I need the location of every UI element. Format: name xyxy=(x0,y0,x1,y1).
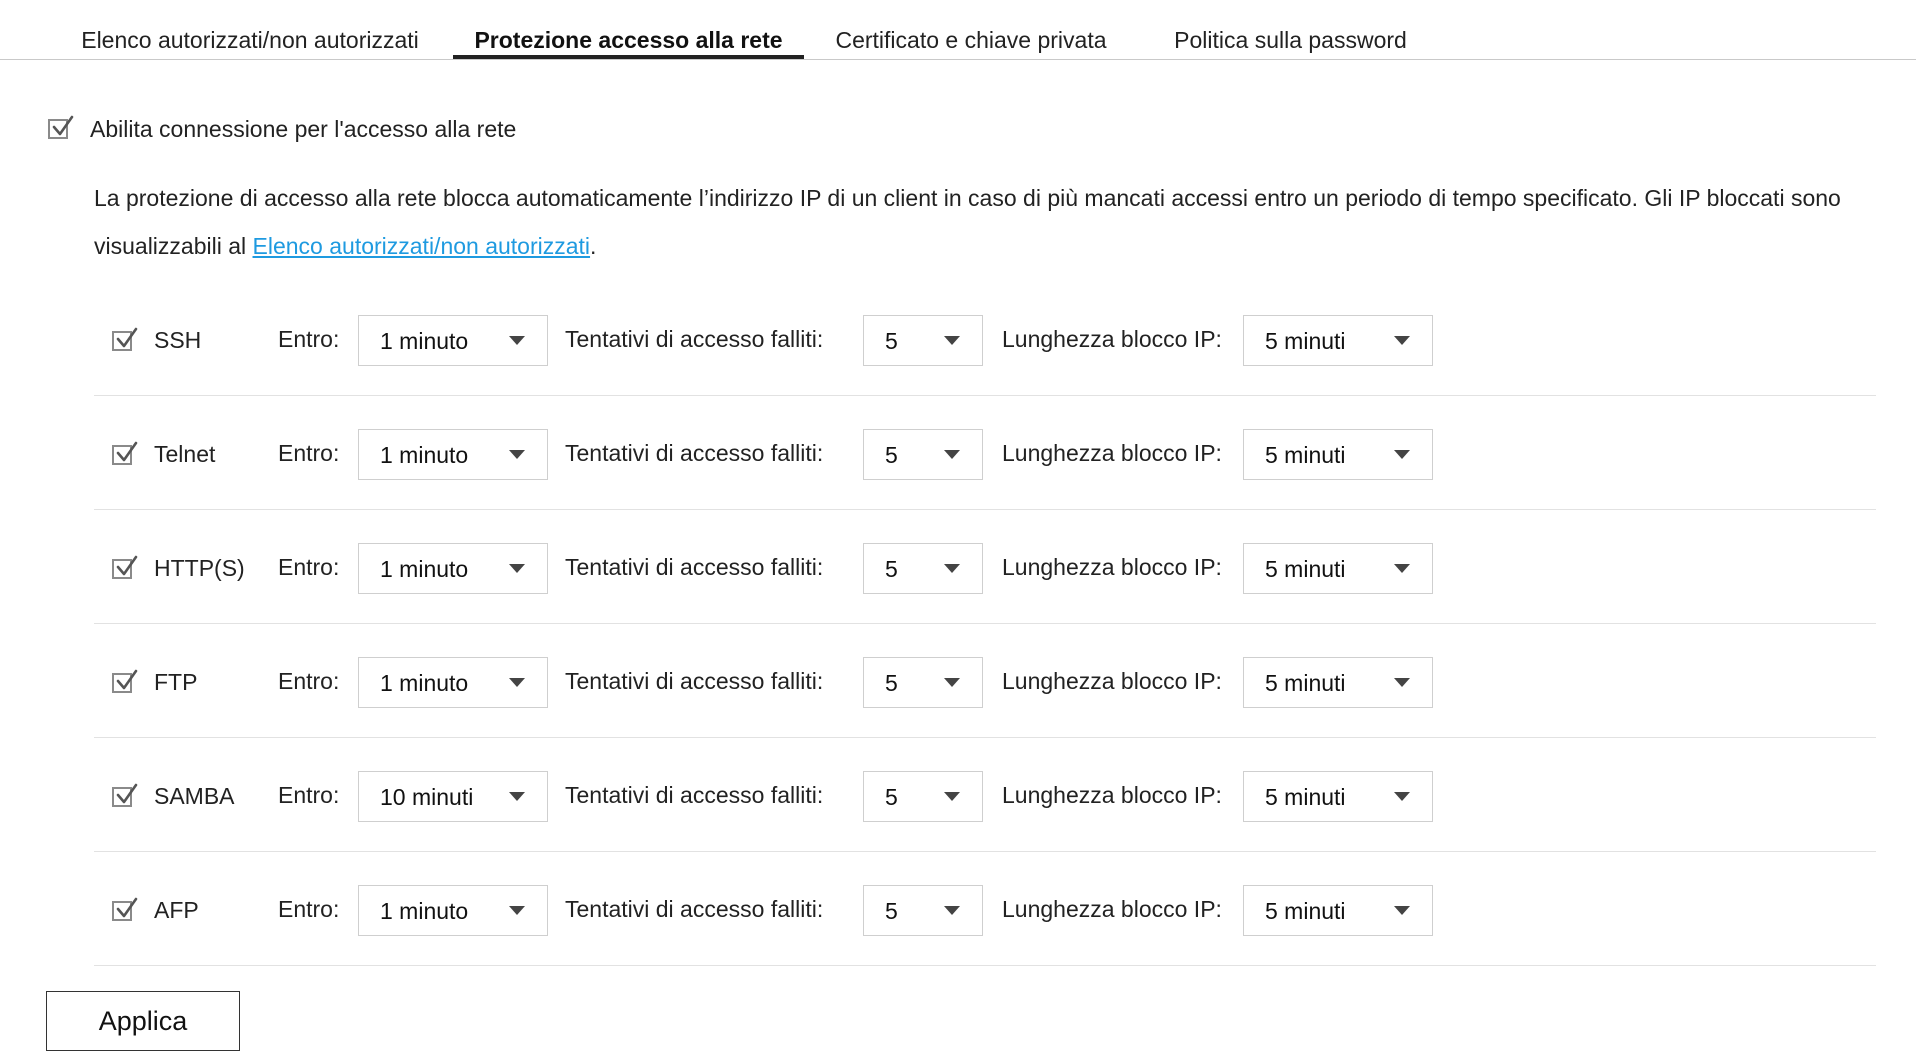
attempts-value: 5 xyxy=(885,898,898,924)
ssh-checkbox[interactable] xyxy=(112,331,132,351)
service-row-afp xyxy=(94,851,1876,966)
service-name: AFP xyxy=(154,897,199,923)
dropdown-arrow-icon xyxy=(944,336,960,345)
dropdown-arrow-icon xyxy=(509,678,525,687)
attempts-select[interactable] xyxy=(863,771,983,822)
apply-button[interactable]: Applica xyxy=(46,991,240,1051)
tab-allow-deny-list[interactable]: Elenco autorizzati/non autorizzati xyxy=(81,27,419,53)
within-value: 1 minuto xyxy=(380,442,469,468)
block-length-value: 5 minuti xyxy=(1265,328,1346,354)
within-label: Entro: xyxy=(278,896,340,922)
attempts-label: Tentativi di accesso falliti: xyxy=(565,326,824,352)
within-select[interactable] xyxy=(358,771,548,822)
attempts-label: Tentativi di accesso falliti: xyxy=(565,782,824,808)
allow-deny-list-link[interactable]: Elenco autorizzati/non autorizzati xyxy=(252,233,591,259)
block-length-value: 5 minuti xyxy=(1265,898,1346,924)
attempts-select[interactable] xyxy=(863,885,983,936)
checkmark-icon xyxy=(113,783,139,809)
telnet-checkbox[interactable] xyxy=(112,445,132,465)
https-checkbox[interactable] xyxy=(112,559,132,579)
block-length-select[interactable] xyxy=(1243,885,1433,936)
checkmark-icon xyxy=(113,441,139,467)
enable-network-protection-label: Abilita connessione per l'accesso alla rete xyxy=(90,116,517,142)
attempts-label: Tentativi di accesso falliti: xyxy=(565,440,824,466)
checkmark-icon xyxy=(113,669,139,695)
dropdown-arrow-icon xyxy=(1394,564,1410,573)
description-body: La protezione di accesso alla rete blocca automaticamente l’indirizzo IP di un client in caso di più mancati accessi entro un periodo di tempo specificato. Gli IP bloccati sono visualizzabili al xyxy=(94,185,1841,259)
dropdown-arrow-icon xyxy=(1394,336,1410,345)
service-row-telnet xyxy=(94,395,1876,510)
dropdown-arrow-icon xyxy=(1394,906,1410,915)
within-value: 1 minuto xyxy=(380,328,469,354)
within-label: Entro: xyxy=(278,668,340,694)
block-length-value: 5 minuti xyxy=(1265,784,1346,810)
description-end: . xyxy=(590,233,597,259)
within-select[interactable] xyxy=(358,543,548,594)
samba-checkbox[interactable] xyxy=(112,787,132,807)
attempts-value: 5 xyxy=(885,670,898,696)
block-length-label: Lunghezza blocco IP: xyxy=(1002,896,1222,922)
service-name: SAMBA xyxy=(154,783,235,809)
dropdown-arrow-icon xyxy=(509,906,525,915)
attempts-select[interactable] xyxy=(863,543,983,594)
service-row-samba xyxy=(94,737,1876,852)
attempts-value: 5 xyxy=(885,784,898,810)
attempts-value: 5 xyxy=(885,328,898,354)
block-length-select[interactable] xyxy=(1243,657,1433,708)
attempts-label: Tentativi di accesso falliti: xyxy=(565,554,824,580)
block-length-select[interactable] xyxy=(1243,771,1433,822)
attempts-label: Tentativi di accesso falliti: xyxy=(565,896,824,922)
ftp-checkbox[interactable] xyxy=(112,673,132,693)
attempts-select[interactable] xyxy=(863,315,983,366)
service-name: SSH xyxy=(154,327,202,353)
block-length-select[interactable] xyxy=(1243,315,1433,366)
block-length-value: 5 minuti xyxy=(1265,556,1346,582)
block-length-label: Lunghezza blocco IP: xyxy=(1002,782,1222,808)
checkmark-icon xyxy=(49,115,75,141)
checkmark-icon xyxy=(113,555,139,581)
dropdown-arrow-icon xyxy=(509,450,525,459)
within-select[interactable] xyxy=(358,429,548,480)
tab-network-access-protection[interactable]: Protezione accesso alla rete xyxy=(453,24,804,59)
within-select[interactable] xyxy=(358,657,548,708)
attempts-value: 5 xyxy=(885,442,898,468)
dropdown-arrow-icon xyxy=(509,792,525,801)
tab-certificate-private-key[interactable]: Certificato e chiave privata xyxy=(835,27,1107,53)
within-value: 1 minuto xyxy=(380,898,469,924)
block-length-select[interactable] xyxy=(1243,543,1433,594)
tab-bar xyxy=(0,0,1916,60)
within-label: Entro: xyxy=(278,440,340,466)
attempts-select[interactable] xyxy=(863,429,983,480)
service-row-ssh xyxy=(94,281,1876,396)
dropdown-arrow-icon xyxy=(944,450,960,459)
block-length-label: Lunghezza blocco IP: xyxy=(1002,554,1222,580)
dropdown-arrow-icon xyxy=(509,564,525,573)
dropdown-arrow-icon xyxy=(944,906,960,915)
within-label: Entro: xyxy=(278,554,340,580)
block-length-value: 5 minuti xyxy=(1265,670,1346,696)
block-length-label: Lunghezza blocco IP: xyxy=(1002,668,1222,694)
afp-checkbox[interactable] xyxy=(112,901,132,921)
dropdown-arrow-icon xyxy=(509,336,525,345)
dropdown-arrow-icon xyxy=(1394,792,1410,801)
within-value: 10 minuti xyxy=(380,784,474,810)
service-name: Telnet xyxy=(154,441,216,467)
tab-password-policy[interactable]: Politica sulla password xyxy=(1174,27,1407,53)
dropdown-arrow-icon xyxy=(944,792,960,801)
service-row-https xyxy=(94,509,1876,624)
block-length-value: 5 minuti xyxy=(1265,442,1346,468)
within-value: 1 minuto xyxy=(380,670,469,696)
checkmark-icon xyxy=(113,897,139,923)
service-name: HTTP(S) xyxy=(154,555,245,581)
within-label: Entro: xyxy=(278,782,340,808)
attempts-label: Tentativi di accesso falliti: xyxy=(565,668,824,694)
block-length-label: Lunghezza blocco IP: xyxy=(1002,440,1222,466)
dropdown-arrow-icon xyxy=(1394,678,1410,687)
service-row-ftp xyxy=(94,623,1876,738)
block-length-select[interactable] xyxy=(1243,429,1433,480)
attempts-value: 5 xyxy=(885,556,898,582)
description-text xyxy=(94,174,1874,270)
within-select[interactable] xyxy=(358,315,548,366)
enable-network-protection-checkbox[interactable] xyxy=(48,119,68,139)
attempts-select[interactable] xyxy=(863,657,983,708)
within-value: 1 minuto xyxy=(380,556,469,582)
dropdown-arrow-icon xyxy=(944,678,960,687)
service-name: FTP xyxy=(154,669,198,695)
within-label: Entro: xyxy=(278,326,340,352)
dropdown-arrow-icon xyxy=(1394,450,1410,459)
dropdown-arrow-icon xyxy=(944,564,960,573)
block-length-label: Lunghezza blocco IP: xyxy=(1002,326,1222,352)
within-select[interactable] xyxy=(358,885,548,936)
checkmark-icon xyxy=(113,327,139,353)
